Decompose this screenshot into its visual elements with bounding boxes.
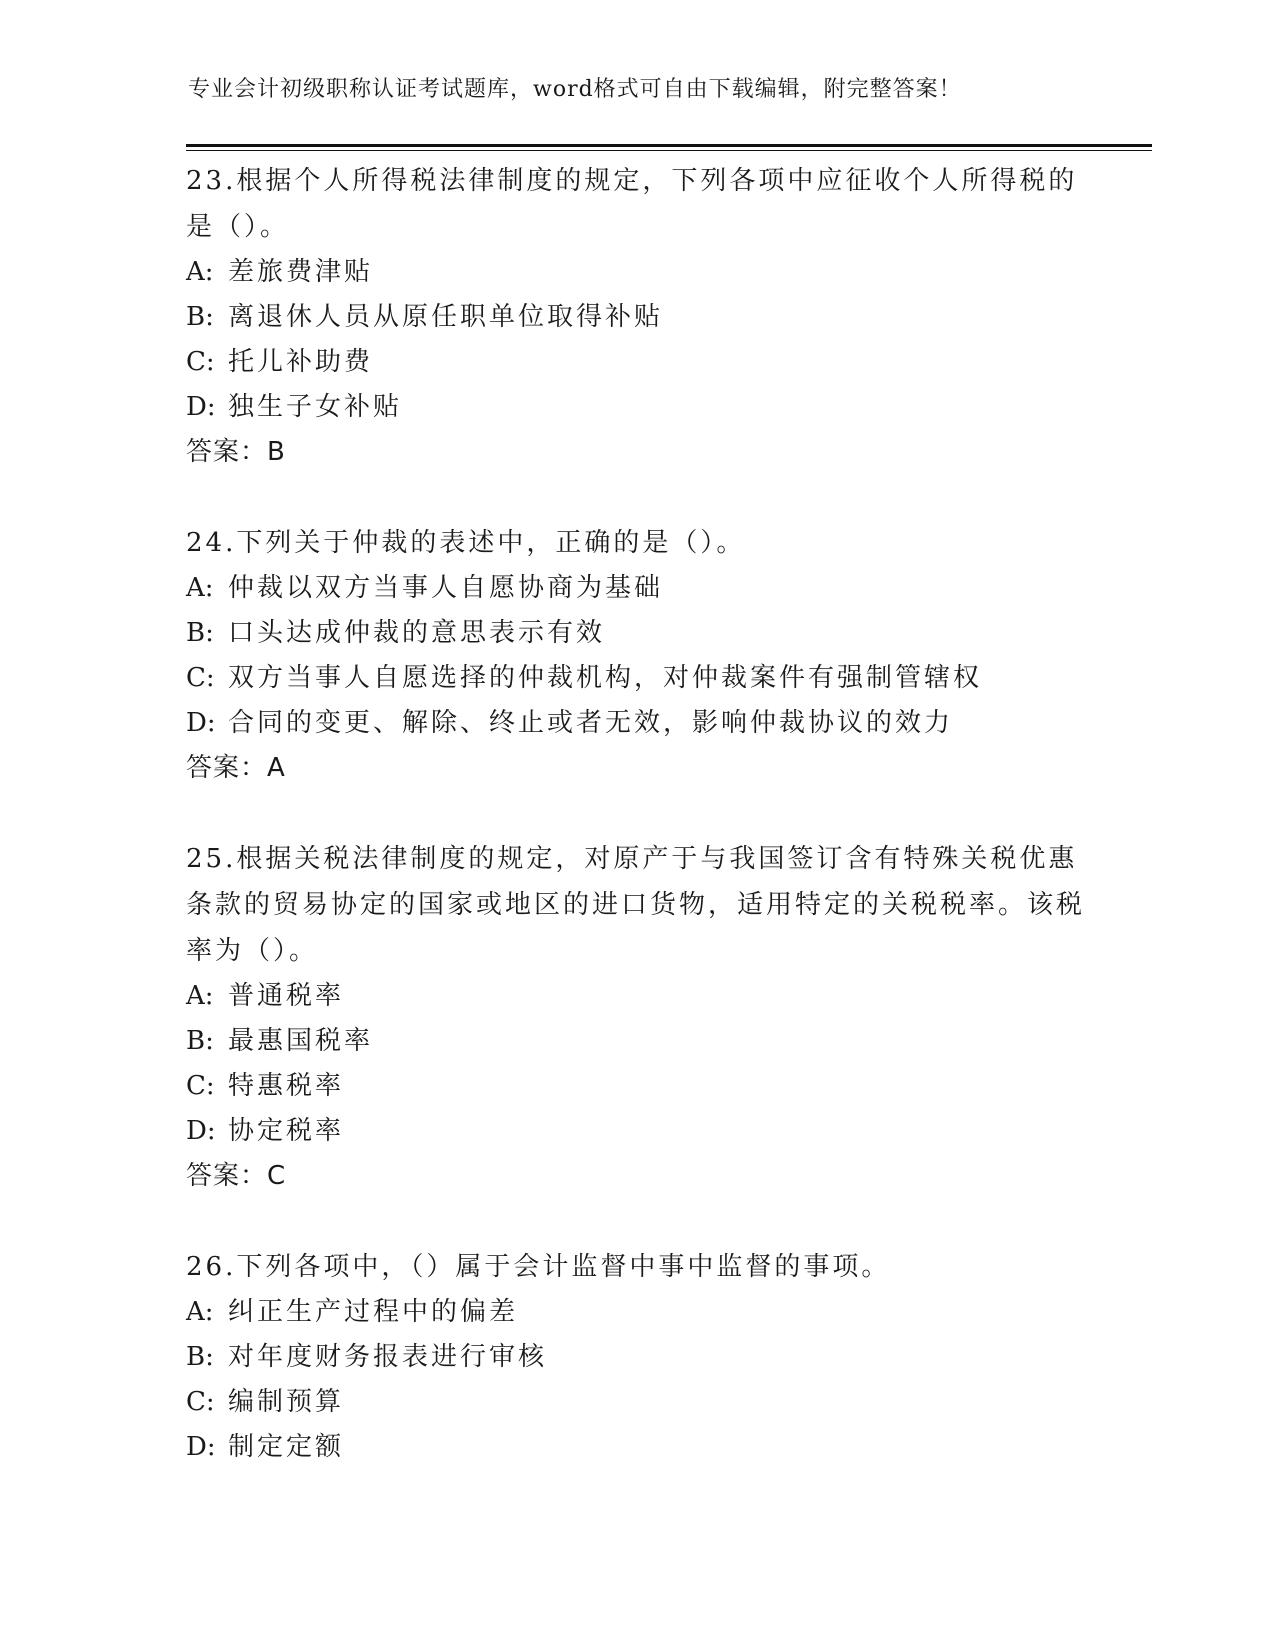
option-b [186, 295, 1086, 340]
option-text: 协定税率 [228, 1116, 345, 1146]
question-stem: 23.根据个人所得税法律制度的规定，下列各项中应征收个人所得税的是（）。 [186, 166, 1078, 242]
option-letter: D: [186, 1432, 216, 1462]
question-26 [186, 1244, 1086, 1470]
option-a [186, 250, 1086, 295]
option-text: 托儿补助费 [228, 347, 374, 377]
option-text: 对年度财务报表进行审核 [228, 1342, 548, 1372]
question-stem: 24.下列关于仲裁的表述中，正确的是（）。 [186, 528, 746, 558]
option-b [186, 1019, 1086, 1064]
option-a [186, 1290, 1086, 1335]
option-letter: D: [186, 1116, 216, 1146]
question-stem: 26.下列各项中，（）属于会计监督中事中监督的事项。 [186, 1252, 891, 1282]
option-text: 特惠税率 [228, 1071, 345, 1101]
page-header: 专业会计初级职称认证考试题库，word格式可自由下载编辑，附完整答案！ [188, 77, 962, 102]
answer-line: 答案：B [186, 437, 286, 467]
option-text: 离退休人员从原任职单位取得补贴 [228, 302, 664, 332]
option-letter: B: [186, 302, 214, 332]
option-letter: C: [186, 1387, 215, 1417]
option-text: 普通税率 [228, 981, 345, 1011]
option-text: 仲裁以双方当事人自愿协商为基础 [228, 573, 664, 603]
option-c [186, 1380, 1086, 1425]
answer-line: 答案：A [186, 753, 286, 783]
option-letter: A: [186, 1297, 214, 1327]
option-letter: A: [186, 981, 214, 1011]
option-text: 合同的变更、解除、终止或者无效，影响仲裁协议的效力 [228, 708, 954, 738]
option-letter: D: [186, 708, 216, 738]
option-text: 纠正生产过程中的偏差 [228, 1297, 519, 1327]
option-d [186, 701, 1086, 746]
option-d [186, 385, 1086, 430]
question-stem: 25.根据关税法律制度的规定，对原产于与我国签订含有特殊关税优惠条款的贸易协定的国家或地区的进口货物，适用特定的关税税率。该税率为（）。 [186, 844, 1086, 966]
header-rule-thin [186, 150, 1152, 151]
option-text: 独生子女补贴 [228, 392, 403, 422]
option-letter: B: [186, 1026, 214, 1056]
option-a [186, 566, 1086, 611]
question-24 [186, 520, 1086, 791]
option-letter: A: [186, 573, 214, 603]
option-text: 最惠国税率 [228, 1026, 374, 1056]
option-letter: C: [186, 663, 215, 693]
option-letter: C: [186, 1071, 215, 1101]
question-list [186, 158, 1086, 1515]
option-text: 口头达成仲裁的意思表示有效 [228, 618, 606, 648]
option-letter: C: [186, 347, 215, 377]
option-a [186, 974, 1086, 1019]
option-text: 双方当事人自愿选择的仲裁机构，对仲裁案件有强制管辖权 [228, 663, 983, 693]
answer-line: 答案：C [186, 1161, 287, 1191]
option-letter: B: [186, 618, 214, 648]
question-25 [186, 836, 1086, 1199]
option-d [186, 1425, 1086, 1470]
option-c [186, 1064, 1086, 1109]
option-b [186, 611, 1086, 656]
option-letter: B: [186, 1342, 214, 1372]
option-letter: D: [186, 392, 216, 422]
option-text: 制定定额 [228, 1432, 345, 1462]
option-b [186, 1335, 1086, 1380]
option-d [186, 1109, 1086, 1154]
header-rule-thick [186, 144, 1152, 147]
question-23 [186, 158, 1086, 475]
option-text: 编制预算 [228, 1387, 345, 1417]
option-c [186, 656, 1086, 701]
option-text: 差旅费津贴 [228, 257, 374, 287]
option-c [186, 340, 1086, 385]
option-letter: A: [186, 257, 214, 287]
